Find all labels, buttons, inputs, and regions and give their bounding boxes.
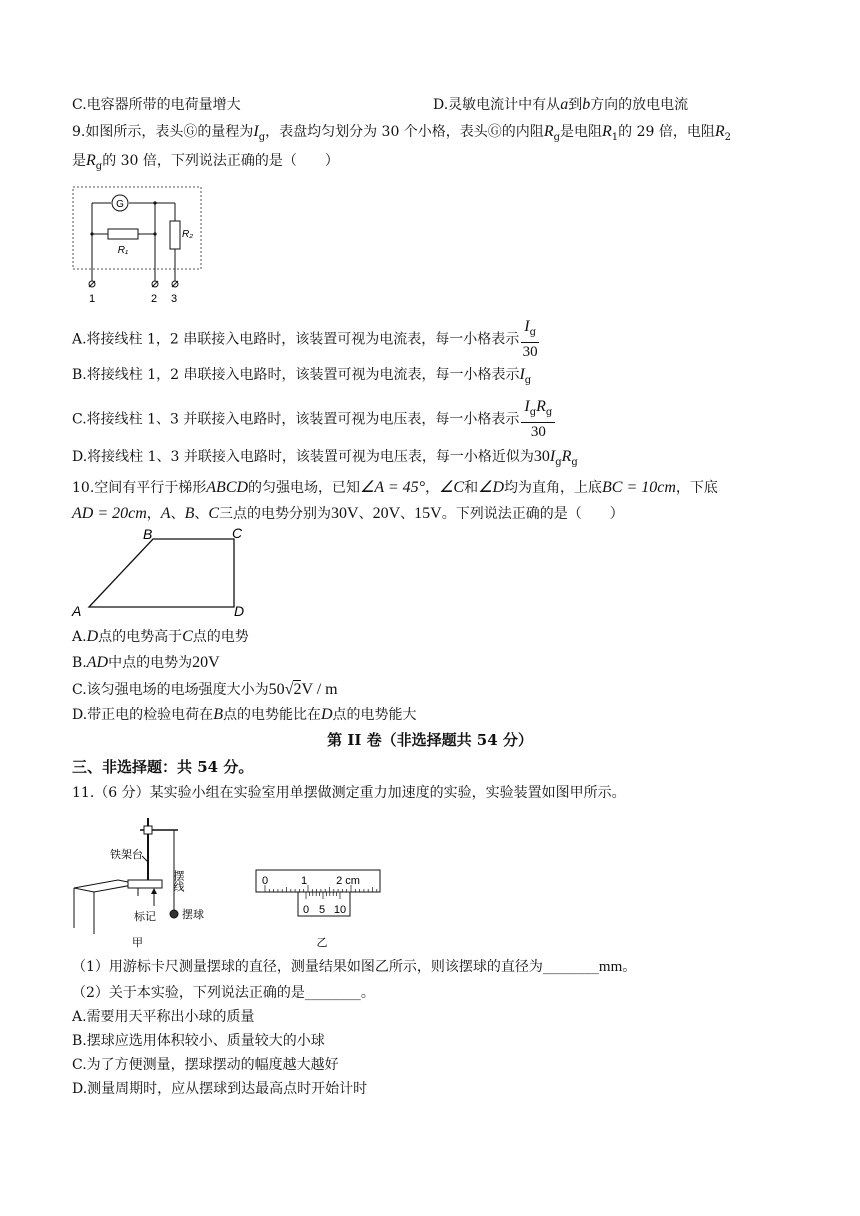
trapezoid-abcd xyxy=(89,539,234,607)
part-ii-heading: 第 II 卷（非选择题共 54 分） xyxy=(327,731,533,749)
label-mark: 标记 xyxy=(134,911,156,923)
q10-point-c: C xyxy=(208,505,220,522)
q10-text-h: 三点的电势分别为 xyxy=(219,506,332,522)
q9-option-a-text: A.将接线柱 1，2 串联接入电路时，该装置可视为电流表，每一小格表示 xyxy=(72,331,520,348)
section-three-heading: 三、非选择题：共 54 分。 xyxy=(72,758,254,776)
q9-r1: R xyxy=(602,123,612,140)
q10-stem-line1 xyxy=(72,479,718,497)
q9-rg-sub: g xyxy=(553,131,560,143)
q11-option-c: C.为了方便测量，摆球摆动的幅度越大越好 xyxy=(72,1057,339,1073)
q9-option-d-30: 30 xyxy=(533,448,550,465)
r1-label: R₁ xyxy=(117,245,129,256)
mark-arrow-icon xyxy=(151,888,157,894)
q10-option-a xyxy=(72,628,249,646)
q10-text-g: ， xyxy=(146,506,161,522)
q9-option-b xyxy=(72,366,531,390)
q11-part1-text: （1）用游标卡尺测量摆球的直径，测量结果如图乙所示，则该摆球的直径为________ xyxy=(72,959,599,975)
q10-option-b-2: 中点的电势为 xyxy=(108,655,193,671)
q9-rg-2: R xyxy=(86,152,96,169)
q10-stem-line2 xyxy=(72,505,624,523)
q10-option-d-2: 点的电势能比在 xyxy=(222,707,321,723)
q10-option-d-1: D.带正电的检验电荷在 xyxy=(72,707,214,723)
main-scale-body xyxy=(256,870,380,892)
q8-option-d-prefix: D.灵敏电流计中有从 xyxy=(433,97,561,113)
q11-pendulum-figure xyxy=(70,810,230,952)
q10-v15: 15V xyxy=(414,505,442,522)
q8-var-a: a xyxy=(560,96,569,113)
q9-stem-line1 xyxy=(72,123,731,147)
q9-stem-text-c: 是电阻 xyxy=(560,124,602,140)
resistor-r2 xyxy=(170,221,180,249)
label-stand: 铁架台 xyxy=(110,849,143,861)
q9-option-d-ig-sub: g xyxy=(555,456,562,468)
q10-option-d-d: D xyxy=(320,706,333,723)
r2-label: R₂ xyxy=(182,229,194,240)
q10-ad: AD = 20cm xyxy=(72,505,147,522)
q10-text-a: 10.空间有平行于梯形 xyxy=(72,480,207,496)
junction-dot xyxy=(153,201,156,204)
q10-option-a-3: 点的电势 xyxy=(192,629,249,645)
frac-den: 30 xyxy=(530,423,546,440)
junction-dot xyxy=(153,232,156,235)
q8-option-d-mid: 到 xyxy=(568,97,583,113)
q9-rg: R xyxy=(543,123,554,140)
main-scale-1: 1 xyxy=(300,875,308,887)
q10-text-i: 。下列说法正确的是（ ） xyxy=(441,506,624,522)
q10-point-b: B xyxy=(184,505,195,522)
q11-vernier-figure xyxy=(252,862,387,950)
terminal-1-label: 1 xyxy=(88,293,96,305)
q10-text-d: 和 xyxy=(464,480,479,496)
q9-option-d xyxy=(72,448,578,472)
frac-den: 30 xyxy=(522,343,538,360)
vertex-a-label: A xyxy=(72,603,82,619)
caption-yi: 乙 xyxy=(316,937,328,949)
vernier-10: 10 xyxy=(333,904,347,916)
q10-angle-c: ∠C xyxy=(439,479,465,496)
main-scale-2: 2 cm xyxy=(336,875,360,887)
q10-option-b-v: 20V xyxy=(192,654,220,671)
q10-option-d-3: 点的电势能大 xyxy=(332,707,417,723)
q10-option-d-b: B xyxy=(213,706,223,723)
q11-stem: 11.（6 分）某实验小组在实验室用单摆做测定重力加速度的实验，实验装置如图甲所示。 xyxy=(72,785,626,801)
q9-rg-2-sub: g xyxy=(95,160,103,172)
q10-sep: 、 xyxy=(170,506,185,522)
q9-option-d-text: D.将接线柱 1、3 并联接入电路时，该装置可视为电压表，每一小格近似为 xyxy=(72,449,534,465)
q9-option-d-rg-sub: g xyxy=(571,456,578,468)
vernier-5: 5 xyxy=(318,904,326,916)
q10-text-f: ，下底 xyxy=(675,480,718,496)
q9-r1-sub: 1 xyxy=(611,131,619,143)
pendulum-ball xyxy=(170,910,178,918)
q11-option-b: B.摆球应选用体积较小、质量较大的小球 xyxy=(72,1033,325,1049)
q10-option-a-d: D xyxy=(86,628,99,645)
q10-angle-d: ∠D xyxy=(478,479,504,496)
q9-option-d-rg: R xyxy=(561,448,572,465)
stand-clamp xyxy=(144,826,152,834)
frac-rg-sub: g xyxy=(545,406,553,418)
q9-r2-sub: 2 xyxy=(724,131,732,143)
q10-option-b xyxy=(72,654,220,672)
q10-option-c-unit: V / m xyxy=(301,681,338,698)
q11-part1-end: 。 xyxy=(622,959,637,975)
q9-ig: I xyxy=(253,123,259,140)
q10-option-c-root: 2 xyxy=(293,681,302,698)
q10-option-c-50: 50 xyxy=(268,681,285,698)
q9-stem-text-e: 是 xyxy=(72,153,86,169)
caption-jia: 甲 xyxy=(132,937,143,949)
q11-part2: （2）关于本实验，下列说法正确的是________。 xyxy=(72,985,375,1001)
q10-abcd: ABCD xyxy=(206,479,249,496)
frac-ig-sub: g xyxy=(529,406,537,418)
q9-ig-sub: g xyxy=(258,131,266,143)
frac-ig-sub: g xyxy=(529,326,537,338)
q11-option-a: A.需要用天平称出小球的质量 xyxy=(72,1009,255,1025)
q9-r2: R xyxy=(714,123,725,140)
q9-option-b-text: B.将接线柱 1，2 串联接入电路时，该装置可视为电流表，每一小格表示 xyxy=(72,367,520,383)
sqrt-sign: √ xyxy=(284,681,294,698)
q9-option-c xyxy=(72,398,557,441)
q9-option-b-ig: I xyxy=(519,366,525,383)
q10-point-a: A xyxy=(160,505,171,522)
vertex-d-label: D xyxy=(234,603,245,619)
q10-option-d xyxy=(72,706,417,724)
q9-stem-text-a: 9.如图所示，表头Ⓖ的量程为 xyxy=(72,124,254,140)
q8-var-b: b xyxy=(582,96,591,113)
q9-option-a xyxy=(72,318,541,361)
q10-trapezoid-diagram xyxy=(68,526,258,621)
q10-option-a-1: A. xyxy=(72,629,87,645)
main-scale-0: 0 xyxy=(261,875,269,887)
q10-text-c: ， xyxy=(425,480,440,496)
galvanometer-label: G xyxy=(116,199,124,210)
q10-option-c xyxy=(72,681,338,699)
q11-option-d: D.测量周期时，应从摆球到达最高点时开始计时 xyxy=(72,1081,368,1097)
vertex-c-label: C xyxy=(232,526,243,541)
q10-option-b-1: B. xyxy=(72,655,87,671)
vertex-b-label: B xyxy=(143,526,153,542)
q9-stem-text-b: ，表盘均匀划分为 30 个小格，表头Ⓖ的内阻 xyxy=(265,124,544,140)
vernier-0: 0 xyxy=(302,904,310,916)
q11-part1 xyxy=(72,958,636,976)
q9-stem-text-d: 的 29 倍，电阻 xyxy=(618,124,715,140)
q10-text-b: 的匀强电场，已知 xyxy=(248,480,361,496)
q8-option-d-suffix: 方向的放电电流 xyxy=(590,97,689,113)
q9-stem-text-f: 的 30 倍，下列说法正确的是（ ） xyxy=(102,153,339,169)
q8-option-d xyxy=(433,96,688,114)
stand-base xyxy=(128,880,162,888)
q10-option-a-c: C xyxy=(182,628,193,645)
q9-option-a-fraction xyxy=(521,318,539,361)
terminal-3-label: 3 xyxy=(170,293,178,305)
q10-v20: 20V xyxy=(372,505,401,522)
q8-option-c: C.电容器所带的电荷量增大 xyxy=(72,97,241,113)
junction-dot xyxy=(90,232,93,235)
q10-bc: BC = 10cm xyxy=(602,479,676,496)
q10-sep: 、 xyxy=(358,506,373,522)
q10-angle-a: ∠A = 45° xyxy=(360,479,426,496)
resistor-r1 xyxy=(108,229,138,239)
label-string: 摆线 xyxy=(172,870,184,892)
q11-part1-unit: mm xyxy=(598,959,623,975)
frac-rg: R xyxy=(536,398,546,415)
label-ball: 摆球 xyxy=(182,909,204,921)
terminal-2-label: 2 xyxy=(150,293,158,305)
frac-ig: I xyxy=(524,398,530,415)
q10-option-c-1: C.该匀强电场的电场强度大小为 xyxy=(72,682,269,698)
q9-stem-line2 xyxy=(72,152,339,176)
q10-sep: 、 xyxy=(400,506,415,522)
q10-option-b-ad: AD xyxy=(86,654,109,671)
q9-option-d-ig: I xyxy=(549,448,556,465)
q10-option-a-2: 点的电势高于 xyxy=(98,629,183,645)
q9-circuit-diagram xyxy=(70,185,205,305)
frac-ig: I xyxy=(524,318,530,335)
q10-v30: 30V xyxy=(331,505,359,522)
q9-option-c-text: C.将接线柱 1、3 并联接入电路时，该装置可视为电压表，每一小格表示 xyxy=(72,411,520,428)
q9-option-c-fraction xyxy=(521,398,555,441)
q9-option-b-sub: g xyxy=(524,374,532,386)
q10-text-e: 均为直角，上底 xyxy=(504,480,602,496)
q10-sep: 、 xyxy=(194,506,209,522)
